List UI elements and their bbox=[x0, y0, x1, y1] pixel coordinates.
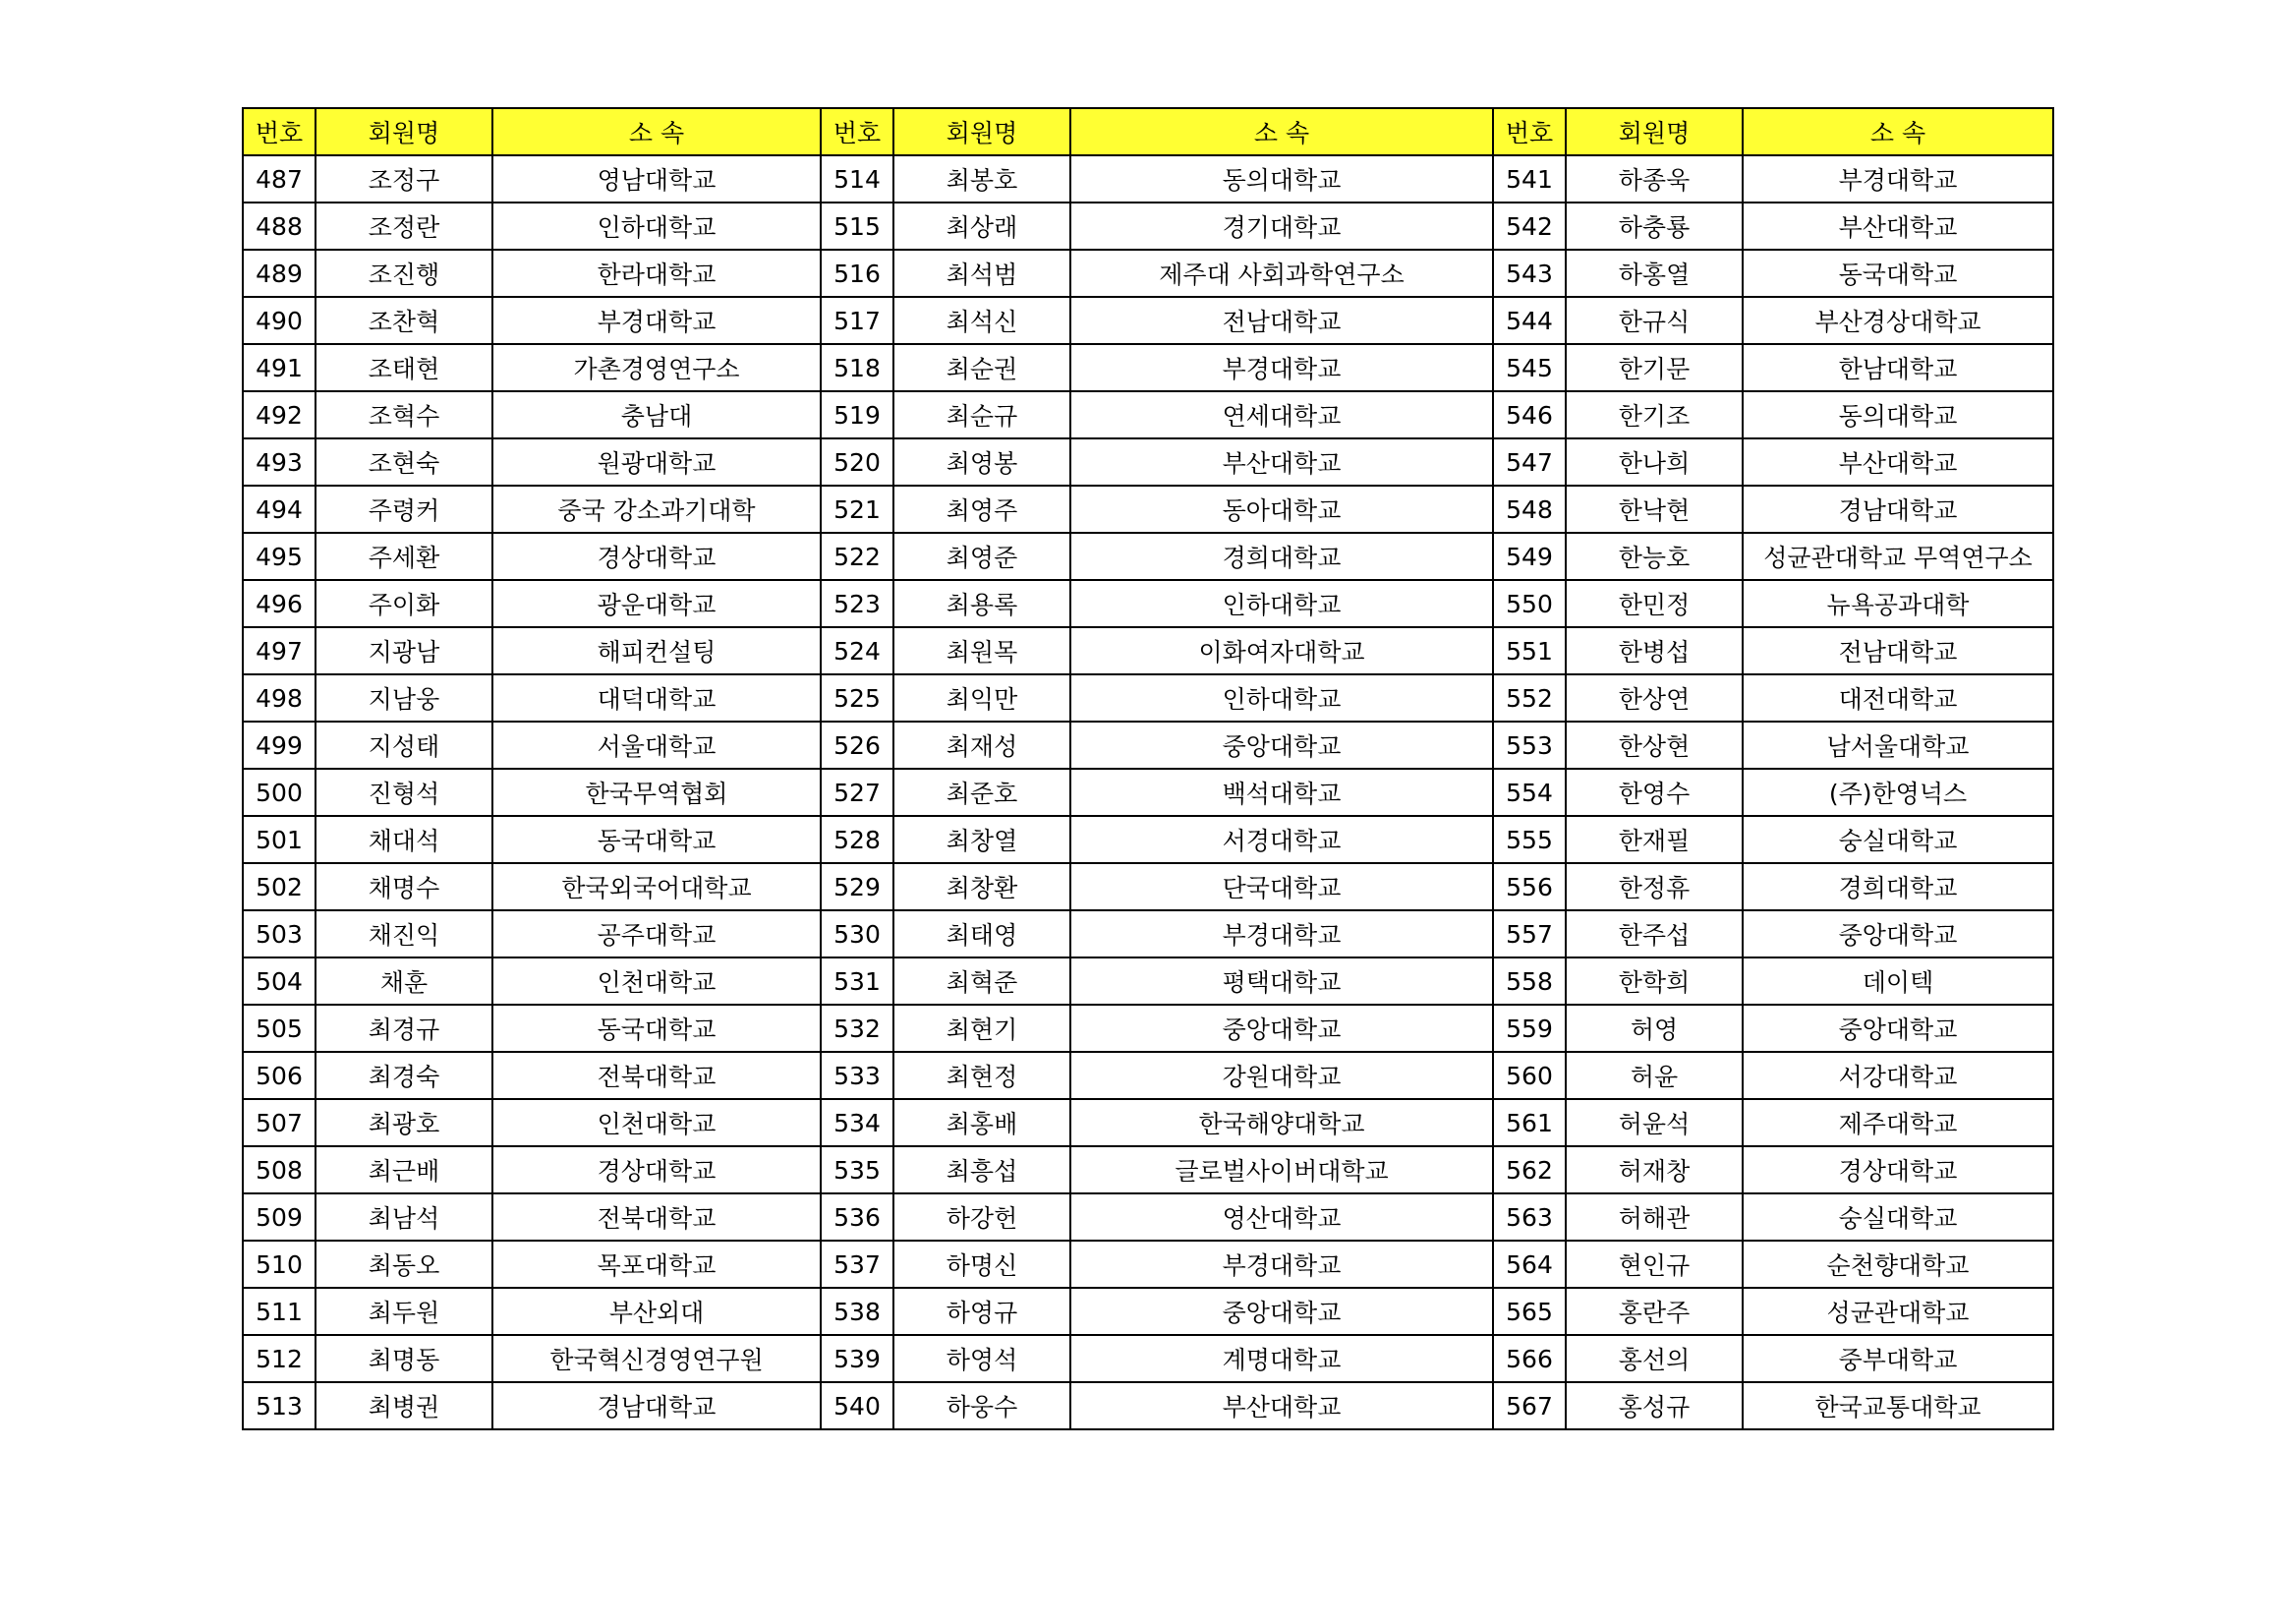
member-name: 최준호 bbox=[893, 769, 1070, 816]
member-name: 최창열 bbox=[893, 816, 1070, 863]
member-number: 540 bbox=[821, 1382, 893, 1429]
member-name: 조정란 bbox=[316, 203, 492, 250]
member-number: 542 bbox=[1493, 203, 1566, 250]
member-name: 최순권 bbox=[893, 344, 1070, 391]
member-affiliation: 부산대학교 bbox=[1743, 438, 2053, 486]
member-number: 513 bbox=[243, 1382, 316, 1429]
member-name: 채훈 bbox=[316, 957, 492, 1005]
member-name: 최원목 bbox=[893, 627, 1070, 674]
member-affiliation: 성균관대학교 무역연구소 bbox=[1743, 533, 2053, 580]
member-affiliation: 부산경상대학교 bbox=[1743, 297, 2053, 344]
member-number: 526 bbox=[821, 722, 893, 769]
member-number: 551 bbox=[1493, 627, 1566, 674]
member-affiliation: 계명대학교 bbox=[1070, 1335, 1493, 1382]
member-number: 531 bbox=[821, 957, 893, 1005]
member-name: 한민정 bbox=[1566, 580, 1743, 627]
table-row bbox=[243, 438, 2053, 486]
table-row bbox=[243, 863, 2053, 910]
table-row bbox=[243, 203, 2053, 250]
member-number: 510 bbox=[243, 1241, 316, 1288]
member-number: 549 bbox=[1493, 533, 1566, 580]
member-name: 최용록 bbox=[893, 580, 1070, 627]
member-affiliation: 글로벌사이버대학교 bbox=[1070, 1146, 1493, 1193]
member-number: 564 bbox=[1493, 1241, 1566, 1288]
member-name: 홍성규 bbox=[1566, 1382, 1743, 1429]
member-affiliation: 경희대학교 bbox=[1743, 863, 2053, 910]
member-affiliation: 대전대학교 bbox=[1743, 674, 2053, 722]
table-header-row bbox=[243, 108, 2053, 155]
member-number: 496 bbox=[243, 580, 316, 627]
member-number: 491 bbox=[243, 344, 316, 391]
member-number: 494 bbox=[243, 486, 316, 533]
member-name: 채명수 bbox=[316, 863, 492, 910]
member-number: 489 bbox=[243, 250, 316, 297]
member-number: 529 bbox=[821, 863, 893, 910]
member-number: 561 bbox=[1493, 1099, 1566, 1146]
member-name: 현인규 bbox=[1566, 1241, 1743, 1288]
member-affiliation: 숭실대학교 bbox=[1743, 816, 2053, 863]
member-number: 515 bbox=[821, 203, 893, 250]
member-name: 주이화 bbox=[316, 580, 492, 627]
member-name: 주령커 bbox=[316, 486, 492, 533]
member-affiliation: 부경대학교 bbox=[1070, 1241, 1493, 1288]
member-name: 지광남 bbox=[316, 627, 492, 674]
member-number: 528 bbox=[821, 816, 893, 863]
member-number: 522 bbox=[821, 533, 893, 580]
member-name: 조혁수 bbox=[316, 391, 492, 438]
member-number: 492 bbox=[243, 391, 316, 438]
member-number: 503 bbox=[243, 910, 316, 957]
member-affiliation: 중앙대학교 bbox=[1070, 1288, 1493, 1335]
table-row bbox=[243, 910, 2053, 957]
member-affiliation: 전북대학교 bbox=[492, 1052, 821, 1099]
member-number: 517 bbox=[821, 297, 893, 344]
member-number: 500 bbox=[243, 769, 316, 816]
member-affiliation: 이화여자대학교 bbox=[1070, 627, 1493, 674]
member-number: 507 bbox=[243, 1099, 316, 1146]
member-name: 한상현 bbox=[1566, 722, 1743, 769]
member-number: 497 bbox=[243, 627, 316, 674]
member-number: 536 bbox=[821, 1193, 893, 1241]
member-number: 521 bbox=[821, 486, 893, 533]
member-affiliation: 영남대학교 bbox=[492, 155, 821, 203]
member-name: 한능호 bbox=[1566, 533, 1743, 580]
member-name: 최광호 bbox=[316, 1099, 492, 1146]
member-number: 560 bbox=[1493, 1052, 1566, 1099]
member-name: 최익만 bbox=[893, 674, 1070, 722]
member-number: 555 bbox=[1493, 816, 1566, 863]
member-name: 최경규 bbox=[316, 1005, 492, 1052]
member-number: 532 bbox=[821, 1005, 893, 1052]
header-no: 번호 bbox=[821, 108, 893, 155]
member-number: 516 bbox=[821, 250, 893, 297]
member-number: 538 bbox=[821, 1288, 893, 1335]
member-name: 최창환 bbox=[893, 863, 1070, 910]
member-affiliation: 부산대학교 bbox=[1070, 1382, 1493, 1429]
member-affiliation: 제주대학교 bbox=[1743, 1099, 2053, 1146]
member-affiliation: 남서울대학교 bbox=[1743, 722, 2053, 769]
member-number: 533 bbox=[821, 1052, 893, 1099]
member-number: 541 bbox=[1493, 155, 1566, 203]
member-affiliation: 중앙대학교 bbox=[1743, 910, 2053, 957]
member-name: 한상연 bbox=[1566, 674, 1743, 722]
member-name: 하강헌 bbox=[893, 1193, 1070, 1241]
member-name: 허재창 bbox=[1566, 1146, 1743, 1193]
table-row bbox=[243, 344, 2053, 391]
header-no: 번호 bbox=[1493, 108, 1566, 155]
member-number: 535 bbox=[821, 1146, 893, 1193]
member-number: 504 bbox=[243, 957, 316, 1005]
member-affiliation: 연세대학교 bbox=[1070, 391, 1493, 438]
header-no: 번호 bbox=[243, 108, 316, 155]
member-name: 최봉호 bbox=[893, 155, 1070, 203]
member-affiliation: 동국대학교 bbox=[492, 1005, 821, 1052]
member-affiliation: 한국외국어대학교 bbox=[492, 863, 821, 910]
member-affiliation: 인하대학교 bbox=[492, 203, 821, 250]
member-affiliation: 중부대학교 bbox=[1743, 1335, 2053, 1382]
member-affiliation: 단국대학교 bbox=[1070, 863, 1493, 910]
member-name: 최두원 bbox=[316, 1288, 492, 1335]
member-name: 최명동 bbox=[316, 1335, 492, 1382]
member-name: 최순규 bbox=[893, 391, 1070, 438]
table-row bbox=[243, 1335, 2053, 1382]
header-name: 회원명 bbox=[1566, 108, 1743, 155]
member-number: 559 bbox=[1493, 1005, 1566, 1052]
member-number: 490 bbox=[243, 297, 316, 344]
header-affiliation: 소 속 bbox=[492, 108, 821, 155]
member-affiliation: 중앙대학교 bbox=[1743, 1005, 2053, 1052]
member-affiliation: 경희대학교 bbox=[1070, 533, 1493, 580]
table-row bbox=[243, 1052, 2053, 1099]
member-name: 최홍배 bbox=[893, 1099, 1070, 1146]
member-name: 채대석 bbox=[316, 816, 492, 863]
table-row bbox=[243, 816, 2053, 863]
member-name: 하명신 bbox=[893, 1241, 1070, 1288]
member-name: 지남웅 bbox=[316, 674, 492, 722]
member-name: 최재성 bbox=[893, 722, 1070, 769]
member-name: 최상래 bbox=[893, 203, 1070, 250]
member-name: 하웅수 bbox=[893, 1382, 1070, 1429]
member-name: 조찬혁 bbox=[316, 297, 492, 344]
member-number: 501 bbox=[243, 816, 316, 863]
member-affiliation: 경남대학교 bbox=[1743, 486, 2053, 533]
table-row bbox=[243, 1193, 2053, 1241]
member-affiliation: 인천대학교 bbox=[492, 957, 821, 1005]
table-row bbox=[243, 627, 2053, 674]
member-affiliation: 전남대학교 bbox=[1743, 627, 2053, 674]
member-affiliation: 해피컨설팅 bbox=[492, 627, 821, 674]
member-affiliation: 목포대학교 bbox=[492, 1241, 821, 1288]
member-number: 566 bbox=[1493, 1335, 1566, 1382]
member-affiliation: 충남대 bbox=[492, 391, 821, 438]
member-number: 537 bbox=[821, 1241, 893, 1288]
member-name: 한병섭 bbox=[1566, 627, 1743, 674]
member-number: 556 bbox=[1493, 863, 1566, 910]
member-affiliation: 부산외대 bbox=[492, 1288, 821, 1335]
member-number: 498 bbox=[243, 674, 316, 722]
member-number: 552 bbox=[1493, 674, 1566, 722]
table-row bbox=[243, 155, 2053, 203]
table-row bbox=[243, 580, 2053, 627]
member-number: 543 bbox=[1493, 250, 1566, 297]
member-name: 최동오 bbox=[316, 1241, 492, 1288]
table-row bbox=[243, 486, 2053, 533]
member-number: 523 bbox=[821, 580, 893, 627]
member-number: 519 bbox=[821, 391, 893, 438]
member-name: 최경숙 bbox=[316, 1052, 492, 1099]
member-name: 최현정 bbox=[893, 1052, 1070, 1099]
member-name: 허윤 bbox=[1566, 1052, 1743, 1099]
table-row bbox=[243, 769, 2053, 816]
member-affiliation: 동국대학교 bbox=[492, 816, 821, 863]
member-name: 조태현 bbox=[316, 344, 492, 391]
member-number: 527 bbox=[821, 769, 893, 816]
member-name: 조정구 bbox=[316, 155, 492, 203]
member-number: 567 bbox=[1493, 1382, 1566, 1429]
member-name: 한기문 bbox=[1566, 344, 1743, 391]
member-number: 548 bbox=[1493, 486, 1566, 533]
table-row bbox=[243, 533, 2053, 580]
member-affiliation: 한국해양대학교 bbox=[1070, 1099, 1493, 1146]
member-number: 511 bbox=[243, 1288, 316, 1335]
member-name: 홍선의 bbox=[1566, 1335, 1743, 1382]
header-affiliation: 소 속 bbox=[1743, 108, 2053, 155]
member-affiliation: 중앙대학교 bbox=[1070, 1005, 1493, 1052]
member-affiliation: 제주대 사회과학연구소 bbox=[1070, 250, 1493, 297]
member-table bbox=[242, 107, 2054, 1430]
member-number: 534 bbox=[821, 1099, 893, 1146]
member-affiliation: (주)한영넉스 bbox=[1743, 769, 2053, 816]
member-number: 525 bbox=[821, 674, 893, 722]
member-name: 최태영 bbox=[893, 910, 1070, 957]
member-number: 512 bbox=[243, 1335, 316, 1382]
member-number: 565 bbox=[1493, 1288, 1566, 1335]
member-affiliation: 가촌경영연구소 bbox=[492, 344, 821, 391]
member-affiliation: 숭실대학교 bbox=[1743, 1193, 2053, 1241]
member-name: 한기조 bbox=[1566, 391, 1743, 438]
member-number: 502 bbox=[243, 863, 316, 910]
table-row bbox=[243, 391, 2053, 438]
member-number: 558 bbox=[1493, 957, 1566, 1005]
member-affiliation: 광운대학교 bbox=[492, 580, 821, 627]
member-name: 최혁준 bbox=[893, 957, 1070, 1005]
member-affiliation: 순천향대학교 bbox=[1743, 1241, 2053, 1288]
member-name: 홍란주 bbox=[1566, 1288, 1743, 1335]
member-affiliation: 경상대학교 bbox=[1743, 1146, 2053, 1193]
member-affiliation: 대덕대학교 bbox=[492, 674, 821, 722]
member-number: 506 bbox=[243, 1052, 316, 1099]
header-affiliation: 소 속 bbox=[1070, 108, 1493, 155]
table-row bbox=[243, 1288, 2053, 1335]
member-affiliation: 부경대학교 bbox=[1070, 910, 1493, 957]
member-affiliation: 서울대학교 bbox=[492, 722, 821, 769]
member-name: 진형석 bbox=[316, 769, 492, 816]
table-row bbox=[243, 250, 2053, 297]
member-name: 최현기 bbox=[893, 1005, 1070, 1052]
member-name: 한영수 bbox=[1566, 769, 1743, 816]
member-affiliation: 성균관대학교 bbox=[1743, 1288, 2053, 1335]
member-name: 한나희 bbox=[1566, 438, 1743, 486]
member-affiliation: 한국교통대학교 bbox=[1743, 1382, 2053, 1429]
member-name: 한정휴 bbox=[1566, 863, 1743, 910]
member-affiliation: 부경대학교 bbox=[492, 297, 821, 344]
member-number: 544 bbox=[1493, 297, 1566, 344]
member-affiliation: 인하대학교 bbox=[1070, 580, 1493, 627]
member-affiliation: 공주대학교 bbox=[492, 910, 821, 957]
member-affiliation: 한국무역협회 bbox=[492, 769, 821, 816]
member-affiliation: 데이텍 bbox=[1743, 957, 2053, 1005]
member-name: 최영준 bbox=[893, 533, 1070, 580]
table-row bbox=[243, 1005, 2053, 1052]
member-number: 530 bbox=[821, 910, 893, 957]
member-affiliation: 동의대학교 bbox=[1070, 155, 1493, 203]
member-number: 547 bbox=[1493, 438, 1566, 486]
member-number: 545 bbox=[1493, 344, 1566, 391]
member-name: 하종욱 bbox=[1566, 155, 1743, 203]
member-affiliation: 동의대학교 bbox=[1743, 391, 2053, 438]
member-name: 최석범 bbox=[893, 250, 1070, 297]
table-row bbox=[243, 722, 2053, 769]
member-affiliation: 전남대학교 bbox=[1070, 297, 1493, 344]
member-name: 조현숙 bbox=[316, 438, 492, 486]
member-name: 채진익 bbox=[316, 910, 492, 957]
table-row bbox=[243, 674, 2053, 722]
member-name: 하영석 bbox=[893, 1335, 1070, 1382]
member-name: 한규식 bbox=[1566, 297, 1743, 344]
member-affiliation: 부경대학교 bbox=[1070, 344, 1493, 391]
member-affiliation: 평택대학교 bbox=[1070, 957, 1493, 1005]
member-number: 554 bbox=[1493, 769, 1566, 816]
member-number: 487 bbox=[243, 155, 316, 203]
table-row bbox=[243, 1099, 2053, 1146]
table-row bbox=[243, 1241, 2053, 1288]
member-number: 557 bbox=[1493, 910, 1566, 957]
member-affiliation: 경기대학교 bbox=[1070, 203, 1493, 250]
member-number: 488 bbox=[243, 203, 316, 250]
member-number: 508 bbox=[243, 1146, 316, 1193]
member-number: 539 bbox=[821, 1335, 893, 1382]
member-number: 509 bbox=[243, 1193, 316, 1241]
table-row bbox=[243, 957, 2053, 1005]
member-name: 허해관 bbox=[1566, 1193, 1743, 1241]
member-affiliation: 중앙대학교 bbox=[1070, 722, 1493, 769]
table-row bbox=[243, 1382, 2053, 1429]
member-affiliation: 한라대학교 bbox=[492, 250, 821, 297]
member-number: 553 bbox=[1493, 722, 1566, 769]
member-name: 허영 bbox=[1566, 1005, 1743, 1052]
member-number: 563 bbox=[1493, 1193, 1566, 1241]
member-name: 최남석 bbox=[316, 1193, 492, 1241]
member-affiliation: 동아대학교 bbox=[1070, 486, 1493, 533]
member-name: 허윤석 bbox=[1566, 1099, 1743, 1146]
header-name: 회원명 bbox=[893, 108, 1070, 155]
member-affiliation: 경상대학교 bbox=[492, 533, 821, 580]
member-name: 한낙현 bbox=[1566, 486, 1743, 533]
member-number: 499 bbox=[243, 722, 316, 769]
member-affiliation: 전북대학교 bbox=[492, 1193, 821, 1241]
member-name: 조진행 bbox=[316, 250, 492, 297]
member-affiliation: 한국혁신경영연구원 bbox=[492, 1335, 821, 1382]
member-affiliation: 원광대학교 bbox=[492, 438, 821, 486]
member-name: 최영주 bbox=[893, 486, 1070, 533]
member-name: 최석신 bbox=[893, 297, 1070, 344]
member-name: 하충룡 bbox=[1566, 203, 1743, 250]
member-affiliation: 뉴욕공과대학 bbox=[1743, 580, 2053, 627]
member-affiliation: 인천대학교 bbox=[492, 1099, 821, 1146]
member-number: 518 bbox=[821, 344, 893, 391]
member-number: 546 bbox=[1493, 391, 1566, 438]
member-number: 493 bbox=[243, 438, 316, 486]
member-affiliation: 백석대학교 bbox=[1070, 769, 1493, 816]
member-affiliation: 서경대학교 bbox=[1070, 816, 1493, 863]
member-rows bbox=[243, 155, 2053, 1429]
member-number: 505 bbox=[243, 1005, 316, 1052]
member-name: 최병권 bbox=[316, 1382, 492, 1429]
member-affiliation: 한남대학교 bbox=[1743, 344, 2053, 391]
member-affiliation: 서강대학교 bbox=[1743, 1052, 2053, 1099]
member-affiliation: 부경대학교 bbox=[1743, 155, 2053, 203]
member-affiliation: 영산대학교 bbox=[1070, 1193, 1493, 1241]
member-name: 한주섭 bbox=[1566, 910, 1743, 957]
member-affiliation: 동국대학교 bbox=[1743, 250, 2053, 297]
member-affiliation: 중국 강소과기대학 bbox=[492, 486, 821, 533]
member-affiliation: 부산대학교 bbox=[1070, 438, 1493, 486]
member-affiliation: 경남대학교 bbox=[492, 1382, 821, 1429]
member-number: 524 bbox=[821, 627, 893, 674]
member-name: 최근배 bbox=[316, 1146, 492, 1193]
member-name: 한학희 bbox=[1566, 957, 1743, 1005]
member-number: 562 bbox=[1493, 1146, 1566, 1193]
member-name: 지성태 bbox=[316, 722, 492, 769]
member-number: 550 bbox=[1493, 580, 1566, 627]
table-row bbox=[243, 297, 2053, 344]
member-name: 최영봉 bbox=[893, 438, 1070, 486]
member-number: 520 bbox=[821, 438, 893, 486]
member-name: 하홍열 bbox=[1566, 250, 1743, 297]
member-name: 주세환 bbox=[316, 533, 492, 580]
member-name: 한재필 bbox=[1566, 816, 1743, 863]
member-number: 514 bbox=[821, 155, 893, 203]
member-name: 최흥섭 bbox=[893, 1146, 1070, 1193]
header-name: 회원명 bbox=[316, 108, 492, 155]
member-affiliation: 경상대학교 bbox=[492, 1146, 821, 1193]
member-number: 495 bbox=[243, 533, 316, 580]
member-affiliation: 부산대학교 bbox=[1743, 203, 2053, 250]
member-affiliation: 인하대학교 bbox=[1070, 674, 1493, 722]
member-name: 하영규 bbox=[893, 1288, 1070, 1335]
member-affiliation: 강원대학교 bbox=[1070, 1052, 1493, 1099]
table-row bbox=[243, 1146, 2053, 1193]
